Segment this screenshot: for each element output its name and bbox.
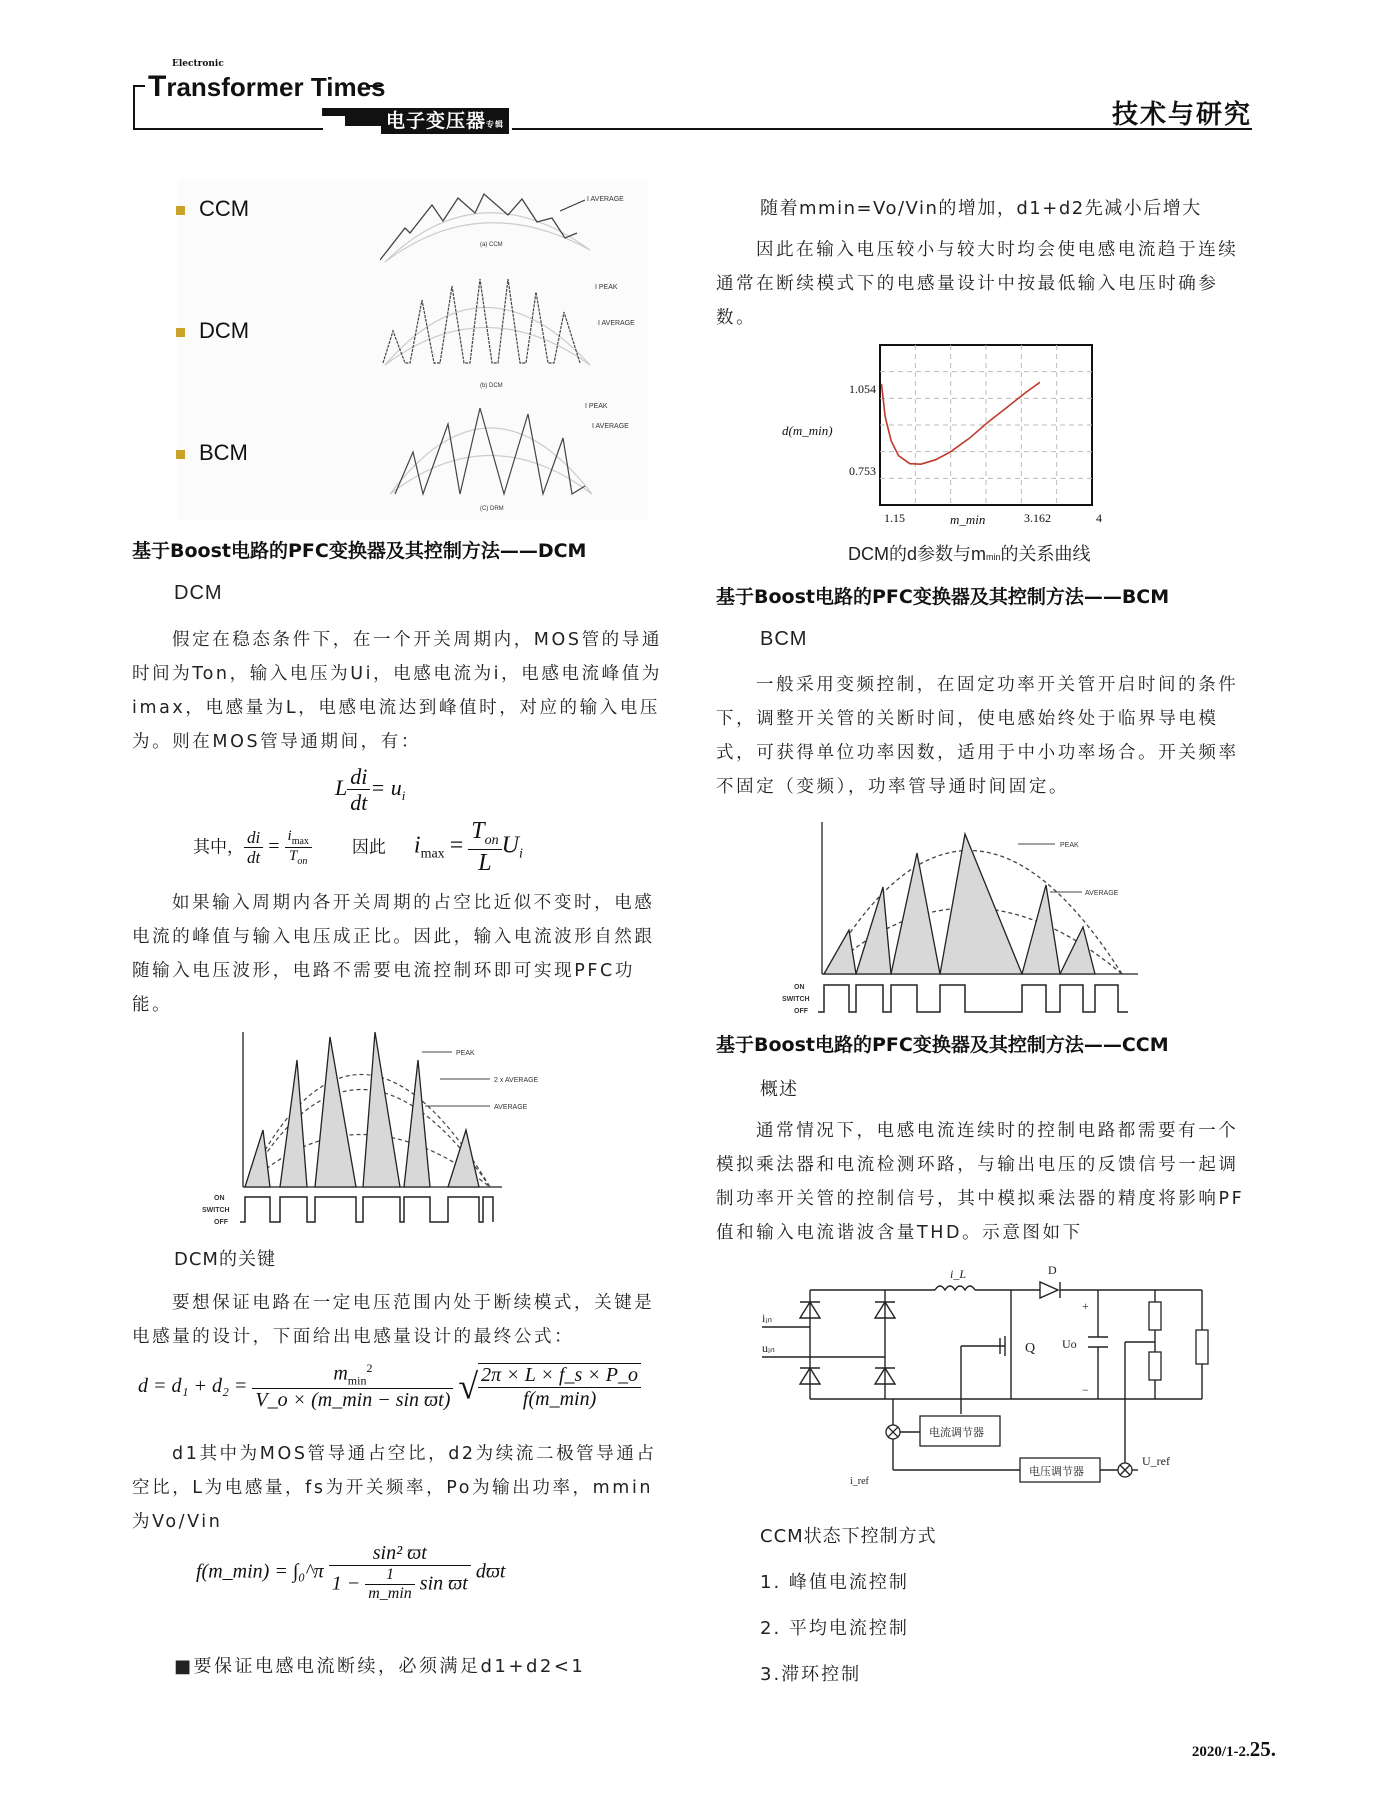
eq-tail: dϖt — [475, 1560, 506, 1583]
diode-label: D — [1048, 1263, 1057, 1277]
eq-numerator: T — [471, 818, 485, 844]
bullet-square-icon — [176, 206, 185, 215]
switch-signal — [240, 1197, 493, 1222]
eq-subscript: i — [401, 788, 406, 804]
x-tick-label: 4 — [1096, 511, 1102, 525]
eq-symbol: L — [335, 774, 348, 800]
eq-denominator: f(m_min) — [522, 1388, 597, 1411]
bullet-bcm — [176, 440, 248, 466]
dcm-section-heading: 基于Boost电路的PFC变换器及其控制方法——DCM — [132, 540, 587, 562]
masthead-chinese-small: 专辑 — [486, 120, 504, 129]
switch-label: SWITCH — [202, 1207, 230, 1214]
switch-label: SWITCH — [782, 996, 810, 1003]
eq-equals: = — [268, 835, 280, 858]
eq-denominator: T — [289, 848, 298, 865]
bullet-label: CCM — [199, 196, 250, 221]
inductor-icon — [935, 1286, 975, 1290]
chart-caption — [848, 540, 1091, 566]
ccm-section-heading: 基于Boost电路的PFC变换器及其控制方法——CCM — [716, 1034, 1169, 1056]
voltage-regulator-label: 电压调节器 — [1029, 1465, 1084, 1478]
eq-denominator: 1 − — [331, 1572, 361, 1595]
chart-caption-subscript: min — [986, 552, 1001, 562]
ccm-caption: (a) CCM — [480, 242, 503, 248]
current-triangles — [824, 834, 1095, 974]
right-paragraph-1: 随着mmin=Vo/Vin的增加，d1+d2先减小后增大 — [760, 198, 1202, 219]
switch-q-label: Q — [1025, 1341, 1036, 1356]
masthead-title — [148, 72, 386, 102]
ccm-method-item: 2. 平均电流控制 — [760, 1618, 909, 1639]
eq-tail: U — [501, 832, 519, 859]
equation-duty-cycle — [138, 1362, 641, 1412]
eq-numerator: 2π × L × f_s × P_o — [478, 1364, 641, 1388]
switch-off-label: OFF — [794, 1008, 808, 1015]
ccm-method-item: 3.滞环控制 — [760, 1664, 862, 1685]
x-axis-label: m_min — [950, 512, 986, 527]
bcm-paragraph: 一般采用变频控制，在固定功率开关管开启时间的条件下，调整开关管的关断时间，使电感始终处于临界导电模式，可获得单位功率因数，适用于中小功率场合。开关频率不固定（变频），功率管导通时间固定。 — [716, 675, 1239, 797]
ccm-control-title: CCM状态下控制方式 — [760, 1526, 937, 1547]
current-pulse — [245, 1130, 270, 1187]
masthead-title-initial: T — [148, 70, 167, 103]
y-axis-label: d(m_min) — [782, 423, 833, 438]
eq-lhs: i — [413, 832, 421, 859]
current-pulse — [1060, 927, 1095, 974]
switch-on-label: ON — [214, 1195, 225, 1202]
dcm-caption: (b) DCM — [480, 383, 503, 389]
dcm-waveform — [383, 279, 635, 389]
eq-numerator: m — [333, 1362, 348, 1385]
eq-denominator: L — [478, 849, 492, 876]
ccm-method-item: 1. 峰值电流控制 — [760, 1572, 909, 1593]
current-pulse — [315, 1037, 356, 1187]
y-tick-label: 0.753 — [849, 464, 876, 478]
eq-denominator: dt — [350, 790, 368, 816]
masthead-rule — [133, 85, 135, 129]
capacitor-icon — [1088, 1337, 1108, 1347]
page-footer — [1192, 1737, 1276, 1762]
switch-signal — [818, 985, 1128, 1012]
average-label: AVERAGE — [494, 1104, 528, 1111]
peak-label: I PEAK — [595, 284, 618, 291]
average-label: I AVERAGE — [592, 423, 629, 430]
current-pulse — [891, 853, 940, 974]
bullet-label: DCM — [199, 318, 250, 343]
current-pulse — [856, 887, 891, 974]
ccm-waveform — [380, 194, 624, 262]
diode-icon — [800, 1282, 1060, 1384]
ccm-envelope-upper — [385, 213, 590, 262]
current-triangles — [245, 1032, 479, 1187]
current-pulse — [448, 1130, 479, 1187]
plus-label: + — [1082, 1299, 1089, 1313]
iref-label: i_ref — [850, 1476, 869, 1487]
bullet-square-icon — [176, 450, 185, 459]
eq-subscript: min — [347, 1373, 367, 1388]
masthead-title-rest: ransformer Times — [166, 72, 386, 102]
right-paragraph-2: 因此在输入电压较小与较大时均会使电感电流趋于连续通常在断续模式下的电感量设计中按最低输入电压时确参数。 — [716, 240, 1239, 328]
average-label: AVERAGE — [1085, 890, 1119, 897]
eq-denominator: dt — [247, 848, 261, 868]
dcm-current-trace — [383, 279, 580, 363]
eq-equals: = — [449, 832, 464, 859]
bullet-square-icon — [176, 328, 185, 337]
uin-label: uᵢₙ — [762, 1341, 775, 1355]
sqrt-icon: √ — [458, 1366, 479, 1407]
average-label: I AVERAGE — [598, 320, 635, 327]
eq-lhs: d = d₁ + d₂ = — [138, 1374, 248, 1397]
bcm-current-trace — [395, 408, 585, 494]
il-label: i_L — [950, 1267, 967, 1281]
masthead-rule — [133, 128, 323, 130]
eq-numerator: di — [244, 828, 263, 849]
masthead-electronic: Electronic — [172, 59, 224, 69]
d-vs-mmin-chart — [780, 340, 1160, 540]
circuit-labels — [762, 1263, 1170, 1487]
masthead-chinese — [381, 108, 509, 134]
eq-subscript: max — [420, 846, 445, 862]
dcm-condition: ■要保证电感电流断续，必须满足d1+d2<1 — [174, 1656, 586, 1677]
eq-subscript: max — [291, 835, 309, 847]
eq-lhs: f(m_min) = ∫₀^π — [196, 1560, 324, 1583]
bcm-waveform — [390, 403, 629, 512]
bullet-dcm — [176, 318, 249, 344]
dcm-paragraph-4: d1其中为MOS管导通占空比，d2为续流二极管导通占空比，L为电感量，fs为开关频率，Po为输出功率，mmin为Vo/Vin — [132, 1444, 657, 1532]
eq-subscript: i — [518, 846, 523, 862]
y-tick-label: 1.054 — [849, 382, 876, 396]
eq-prefix: 其中， — [193, 837, 244, 858]
dcm-paragraph-1: 假定在稳态条件下，在一个开关周期内，MOS管的导通时间为Ton，输入电压为Ui，电感电流为i，电感电流峰值为imax，电感量为L，电感电流达到峰值时，对应的输入电压为。则在MOS管导通期间，有： — [132, 630, 662, 752]
peak-label: I PEAK — [585, 403, 608, 410]
switch-off-label: OFF — [214, 1219, 228, 1226]
ccm-current-trace — [380, 194, 577, 260]
bcm-caption: (C) DRM — [480, 506, 504, 512]
masthead-chinese-text: 电子变压器 — [385, 110, 486, 132]
masthead-step — [345, 108, 385, 126]
section-title: 技术与研究 — [1111, 100, 1252, 130]
bcm-waveform — [760, 812, 1160, 1022]
modes-waveforms — [380, 180, 650, 520]
issue-date: 2020/1-2. — [1191, 1744, 1250, 1760]
dcm-subheading: DCM — [174, 582, 223, 604]
ccm-control-circuit — [750, 1262, 1210, 1492]
double-average-label: 2 x AVERAGE — [494, 1077, 539, 1084]
chart-caption-tail: 的关系曲线 — [1000, 544, 1091, 564]
minus-label: − — [1082, 1383, 1089, 1397]
eq-subscript: on — [297, 856, 308, 868]
current-pulse — [280, 1060, 307, 1187]
average-label: I AVERAGE — [587, 196, 624, 203]
dcm-key-subheading: DCM的关键 — [174, 1249, 276, 1270]
current-pulse — [404, 1060, 430, 1187]
ccm-subheading: 概述 — [760, 1079, 798, 1100]
output-voltage-label: Uo — [1062, 1337, 1077, 1351]
dcm-pfc-waveform — [190, 1022, 590, 1232]
equation-inductor-voltage — [335, 764, 405, 816]
chart-caption-text: DCM的d参数与m — [848, 544, 986, 564]
iin-label: iᵢₙ — [762, 1311, 773, 1325]
eq-therefore: 因此 — [351, 837, 386, 858]
equation-f-mmin — [196, 1542, 506, 1604]
bullet-ccm — [176, 196, 249, 222]
equation-imax — [193, 818, 523, 877]
eq-subscript: on — [484, 832, 499, 848]
eq-denominator: sin ϖt — [419, 1572, 468, 1595]
bcm-subheading: BCM — [760, 628, 808, 650]
peak-label: PEAK — [1060, 842, 1079, 849]
bcm-section-heading: 基于Boost电路的PFC变换器及其控制方法——BCM — [716, 586, 1170, 608]
current-pulse — [363, 1032, 400, 1187]
page-number: 25. — [1249, 1737, 1276, 1761]
eq-numerator: di — [347, 764, 370, 790]
eq-denominator: V_o × (m_min − sin ϖt) — [255, 1389, 451, 1412]
dcm-paragraph-2: 如果输入周期内各开关周期的占空比近似不变时，电感电流的峰值与输入电压成正比。因此，输入电流波形自然跟随输入电压波形，电路不需要电流控制环即可实现PFC功能。 — [132, 893, 655, 1015]
peak-label: PEAK — [456, 1050, 475, 1057]
eq-superscript: 2 — [366, 1361, 373, 1375]
eq-numerator: sin² ϖt — [329, 1542, 471, 1566]
current-pulse — [940, 834, 1022, 974]
eq-numerator: 1 — [365, 1566, 415, 1585]
current-pulse — [824, 930, 856, 974]
x-tick-label: 3.162 — [1024, 511, 1051, 525]
eq-rhs: = u — [370, 774, 402, 800]
dcm-paragraph-3: 要想保证电路在一定电压范围内处于断续模式，关键是电感量的设计，下面给出电感量设计的最终公式： — [132, 1293, 655, 1347]
resistor-icon — [1149, 1302, 1208, 1380]
eq-numerator: i — [287, 827, 292, 844]
average-pointer — [560, 200, 585, 211]
switch-on-label: ON — [794, 984, 805, 991]
ccm-paragraph: 通常情况下，电感电流连续时的控制电路都需要有一个模拟乘法器和电流检测环路，与输出电压的反馈信号一起调制功率开关管的控制信号，其中模拟乘法器的精度将影响PF值和输入电流谐波含量THD。示意图如下 — [716, 1121, 1245, 1243]
eq-denominator: m_min — [368, 1585, 412, 1603]
bullet-label: BCM — [199, 440, 248, 465]
x-tick-label: 1.15 — [884, 511, 905, 525]
uref-label: U_ref — [1142, 1454, 1170, 1468]
current-regulator-label: 电流调节器 — [929, 1426, 984, 1439]
